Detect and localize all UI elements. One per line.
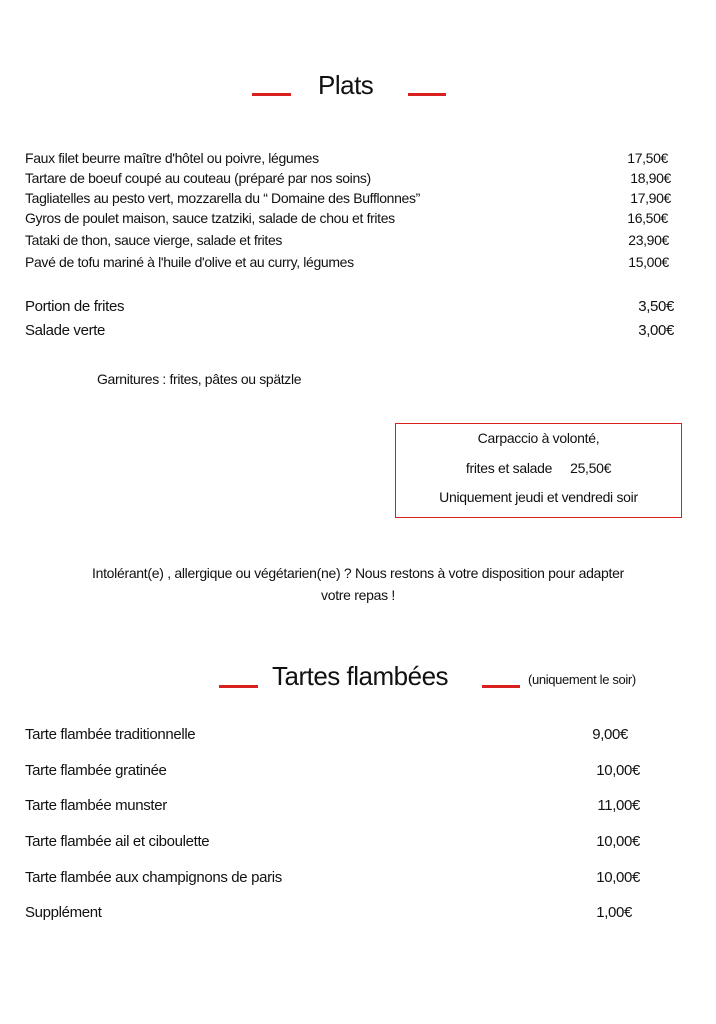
plat-name: Tataki de thon, sauce vierge, salade et frites bbox=[25, 232, 283, 248]
side-price: 3,50€ bbox=[638, 298, 674, 315]
tartes-title: Tartes flambées bbox=[272, 661, 449, 691]
title-rule-left bbox=[219, 685, 258, 688]
tarte-name: Tarte flambée munster bbox=[25, 797, 167, 814]
plat-price: 16,50€ bbox=[627, 210, 668, 226]
plat-name: Tartare de boeuf coupé au couteau (préparé par nos soins) bbox=[25, 170, 371, 186]
tarte-name: Tarte flambée traditionnelle bbox=[25, 726, 196, 743]
side-name: Salade verte bbox=[25, 322, 106, 339]
side-name: Portion de frites bbox=[25, 298, 125, 315]
plat-name: Tagliatelles au pesto vert, mozzarella du “ Domaine des Bufflonnes” bbox=[25, 190, 420, 206]
tarte-name: Tarte flambée gratinée bbox=[25, 762, 167, 779]
tarte-price: 11,00€ bbox=[597, 797, 640, 814]
plat-price: 15,00€ bbox=[628, 254, 669, 270]
plat-price: 18,90€ bbox=[630, 170, 671, 186]
special-line: Uniquement jeudi et vendredi soir bbox=[439, 489, 638, 505]
plat-price: 17,90€ bbox=[630, 190, 671, 206]
tarte-name: Supplément bbox=[25, 904, 102, 921]
tarte-name: Tarte flambée ail et ciboulette bbox=[25, 833, 210, 850]
title-rule-left bbox=[252, 93, 291, 96]
plat-name: Gyros de poulet maison, sauce tzatziki, salade de chou et frites bbox=[25, 210, 395, 226]
tarte-price: 10,00€ bbox=[596, 869, 640, 886]
side-price: 3,00€ bbox=[638, 322, 674, 339]
plat-price: 17,50€ bbox=[627, 150, 668, 166]
tartes-note: (uniquement le soir) bbox=[528, 672, 636, 687]
tarte-price: 10,00€ bbox=[596, 833, 640, 850]
carpaccio-special-box bbox=[395, 423, 682, 518]
tarte-price: 1,00€ bbox=[596, 904, 632, 921]
tarte-price: 9,00€ bbox=[592, 726, 628, 743]
title-rule-right bbox=[482, 685, 520, 688]
special-line: frites et salade 25,50€ bbox=[465, 460, 612, 476]
dietary-notice: Intolérant(e) , allergique ou végétarien(ne) ? Nous restons à votre disposition pour adapter bbox=[92, 565, 624, 581]
title-rule-right bbox=[408, 93, 446, 96]
special-line: Carpaccio à volonté, bbox=[477, 430, 600, 446]
garnitures-note: Garnitures : frites, pâtes ou spätzle bbox=[97, 371, 302, 387]
plats-title: Plats bbox=[318, 70, 374, 100]
plat-name: Pavé de tofu mariné à l'huile d'olive et au curry, légumes bbox=[25, 254, 354, 270]
plat-price: 23,90€ bbox=[628, 232, 669, 248]
plat-name: Faux filet beurre maître d'hôtel ou poivre, légumes bbox=[25, 150, 319, 166]
tarte-price: 10,00€ bbox=[596, 762, 640, 779]
tarte-name: Tarte flambée aux champignons de paris bbox=[25, 869, 282, 886]
dietary-notice: votre repas ! bbox=[321, 587, 395, 603]
